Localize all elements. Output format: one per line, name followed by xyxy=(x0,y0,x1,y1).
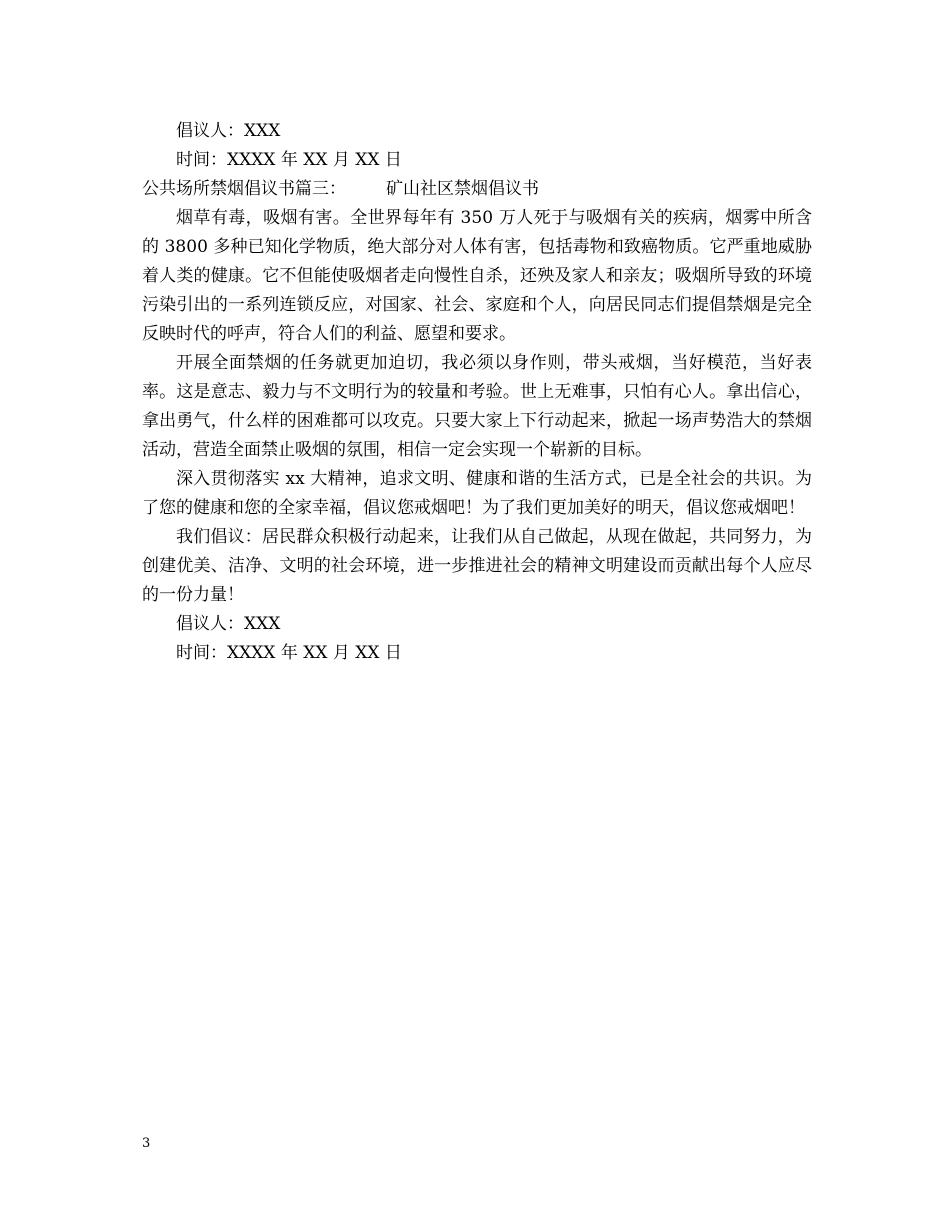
section-heading xyxy=(142,175,812,204)
proposer-line-bottom: 倡议人：XXX xyxy=(176,614,281,634)
document-body xyxy=(142,117,812,668)
section-label: 公共场所禁烟倡议书篇三： xyxy=(142,179,346,199)
page-number: 3 xyxy=(142,1136,151,1151)
paragraph-2: 开展全面禁烟的任务就更加迫切，我必须以身作则，带头戒烟，当好模范，当好表率。这是意志、毅力与不文明行为的较量和考验。世上无难事，只怕有心人。拿出信心，拿出勇气，什么样的困难都可以攻克。只要大家上下行动起来，掀起一场声势浩大的禁烟活动，营造全面禁止吸烟的氛围，相信一定会实现一个崭新的目标。 xyxy=(142,353,812,460)
paragraph-1: 烟草有毒，吸烟有害。全世界每年有 350 万人死于与吸烟有关的疾病，烟雾中所含的 3800 多种已知化学物质，绝大部分对人体有害，包括毒物和致癌物质。它严重地威胁着人类的健康。它不但能使吸烟者走向慢性自杀，还殃及家人和亲友；吸烟所导致的环境污染引出的一系列连锁反应，对国家、社会、家庭和个人，向居民同志们提倡禁烟是完全反映时代的呼声，符合人们的利益、愿望和要求。 xyxy=(142,208,812,344)
proposer-line-top: 倡议人：XXX xyxy=(176,121,281,141)
paragraph-3: 深入贯彻落实 xx 大精神，追求文明、健康和谐的生活方式，已是全社会的共识。为了您的健康和您的全家幸福，倡议您戒烟吧！为了我们更加美好的明天，倡议您戒烟吧！ xyxy=(142,469,812,518)
paragraph-4: 我们倡议：居民群众积极行动起来，让我们从自己做起，从现在做起，共同努力，为创建优美、洁净、文明的社会环境，进一步推进社会的精神文明建设而贡献出每个人应尽的一份力量！ xyxy=(142,527,812,605)
section-title: 矿山社区禁烟倡议书 xyxy=(386,179,539,199)
date-line-top: 时间：XXXX 年 XX 月 XX 日 xyxy=(176,150,402,170)
date-line-bottom: 时间：XXXX 年 XX 月 XX 日 xyxy=(176,643,402,663)
